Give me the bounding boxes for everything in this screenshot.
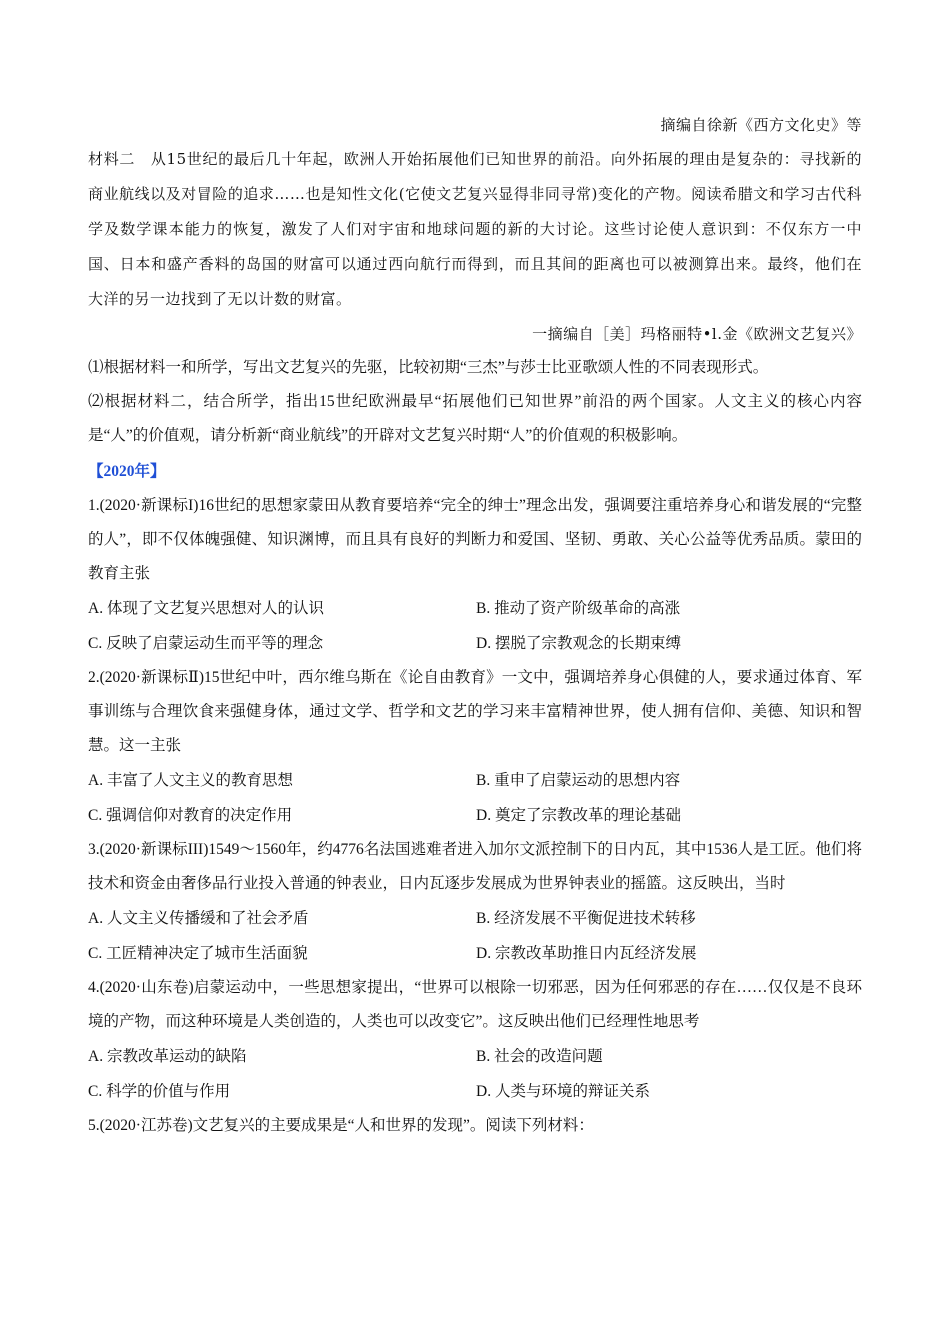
option-b: B. 重申了启蒙运动的思想内容 (476, 772, 681, 789)
option-a: A. 宗教改革运动的缺陷 (88, 1048, 247, 1065)
question-5 (88, 1109, 862, 1143)
options (88, 763, 862, 833)
question-stem: 3.(2020·新课标III)1549～1560年，约4776名法国逃难者进入加尔文派控制下的日内瓦，其中1536人是工匠。他们将技术和资金由奢侈品行业投入普通的钟表业，日内瓦逐步发展成为世界钟表业的摇篮。这反映出，当时 (88, 841, 862, 892)
options (88, 1039, 862, 1109)
material1-source: 摘编自徐新《西方文化史》等 (660, 116, 862, 134)
sub-question-1: ⑴根据材料一和所学，写出文艺复兴的先驱，比较初期“三杰”与莎士比亚歌颂人性的不同表现形式。 (88, 359, 769, 376)
option-d: D. 人类与环境的辩证关系 (476, 1083, 650, 1100)
question-4 (88, 971, 862, 1109)
option-d: D. 奠定了宗教改革的理论基础 (476, 807, 681, 824)
document-page (88, 110, 862, 1143)
question-stem: 5.(2020·江苏卷)文艺复兴的主要成果是“人和世界的发现”。阅读下列材料： (88, 1117, 594, 1134)
question-3 (88, 833, 862, 971)
question-2 (88, 661, 862, 833)
sub-question-2: ⑵根据材料二，结合所学，指出15世纪欧洲最早“拓展他们已知世界”前沿的两个国家。人文主义的核心内容是“人”的价值观，请分析新“商业航线”的开辟对文艺复兴时期“人”的价值观的积极影响。 (88, 393, 862, 444)
option-c: C. 工匠精神决定了城市生活面貌 (88, 945, 308, 962)
options (88, 901, 862, 971)
option-d: D. 宗教改革助推日内瓦经济发展 (476, 945, 697, 962)
question-stem: 4.(2020·山东卷)启蒙运动中，一些思想家提出，“世界可以根除一切邪恶，因为任何邪恶的存在……仅仅是不良环境的产物，而这种环境是人类创造的，人类也可以改变它”。这反映出他们已经理性地思考 (88, 979, 862, 1030)
question-1 (88, 489, 862, 661)
option-c: C. 反映了启蒙运动生而平等的理念 (88, 635, 324, 652)
option-b: B. 推动了资产阶级革命的高涨 (476, 600, 681, 617)
option-b: B. 经济发展不平衡促进技术转移 (476, 910, 696, 927)
material2-source: 一摘编自［美］玛格丽特•l.金《欧洲文艺复兴》 (532, 325, 862, 343)
option-b: B. 社会的改造问题 (476, 1048, 603, 1065)
option-a: A. 人文主义传播缓和了社会矛盾 (88, 910, 309, 927)
options (88, 591, 862, 661)
option-c: C. 强调信仰对教育的决定作用 (88, 807, 293, 824)
question-stem: 2.(2020·新课标Ⅱ)15世纪中叶，西尔维乌斯在《论自由教育》一文中，强调培养身心俱健的人，要求通过体育、军事训练与合理饮食来强健身体，通过文学、哲学和文艺的学习来丰富精神世界，使人拥有信仰、美德、知识和智慧。这一主张 (88, 669, 862, 754)
option-a: A. 丰富了人文主义的教育思想 (88, 772, 293, 789)
material2-text: 材料二 从15世纪的最后几十年起，欧洲人开始拓展他们已知世界的前沿。向外拓展的理由是复杂的：寻找新的商业航线以及对冒险的追求……也是知性文化(它使文艺复兴显得非同寻常)变化的产物。阅读希腊文和学习古代科学及数学课本能力的恢复，激发了人们对宇宙和地球问题的新的大讨论。这些讨论使人意识到：不仅东方一中国、日本和盛产香料的岛国的财富可以通过西向航行而得到，而且其间的距离也可以被测算出来。最终，他们在大洋的另一边找到了无以计数的财富。 (88, 150, 862, 308)
section-heading: 【2020年】 (88, 463, 166, 480)
option-c: C. 科学的价值与作用 (88, 1083, 231, 1100)
option-d: D. 摆脱了宗教观念的长期束缚 (476, 635, 681, 652)
question-stem: 1.(2020·新课标I)16世纪的思想家蒙田从教育要培养“完全的绅士”理念出发，强调要注重培养身心和谐发展的“完整的人”，即不仅体魄强健、知识渊博，而且具有良好的判断力和爱国、坚韧、勇敢、关心公益等优秀品质。蒙田的教育主张 (88, 497, 862, 582)
option-a: A. 体现了文艺复兴思想对人的认识 (88, 600, 324, 617)
